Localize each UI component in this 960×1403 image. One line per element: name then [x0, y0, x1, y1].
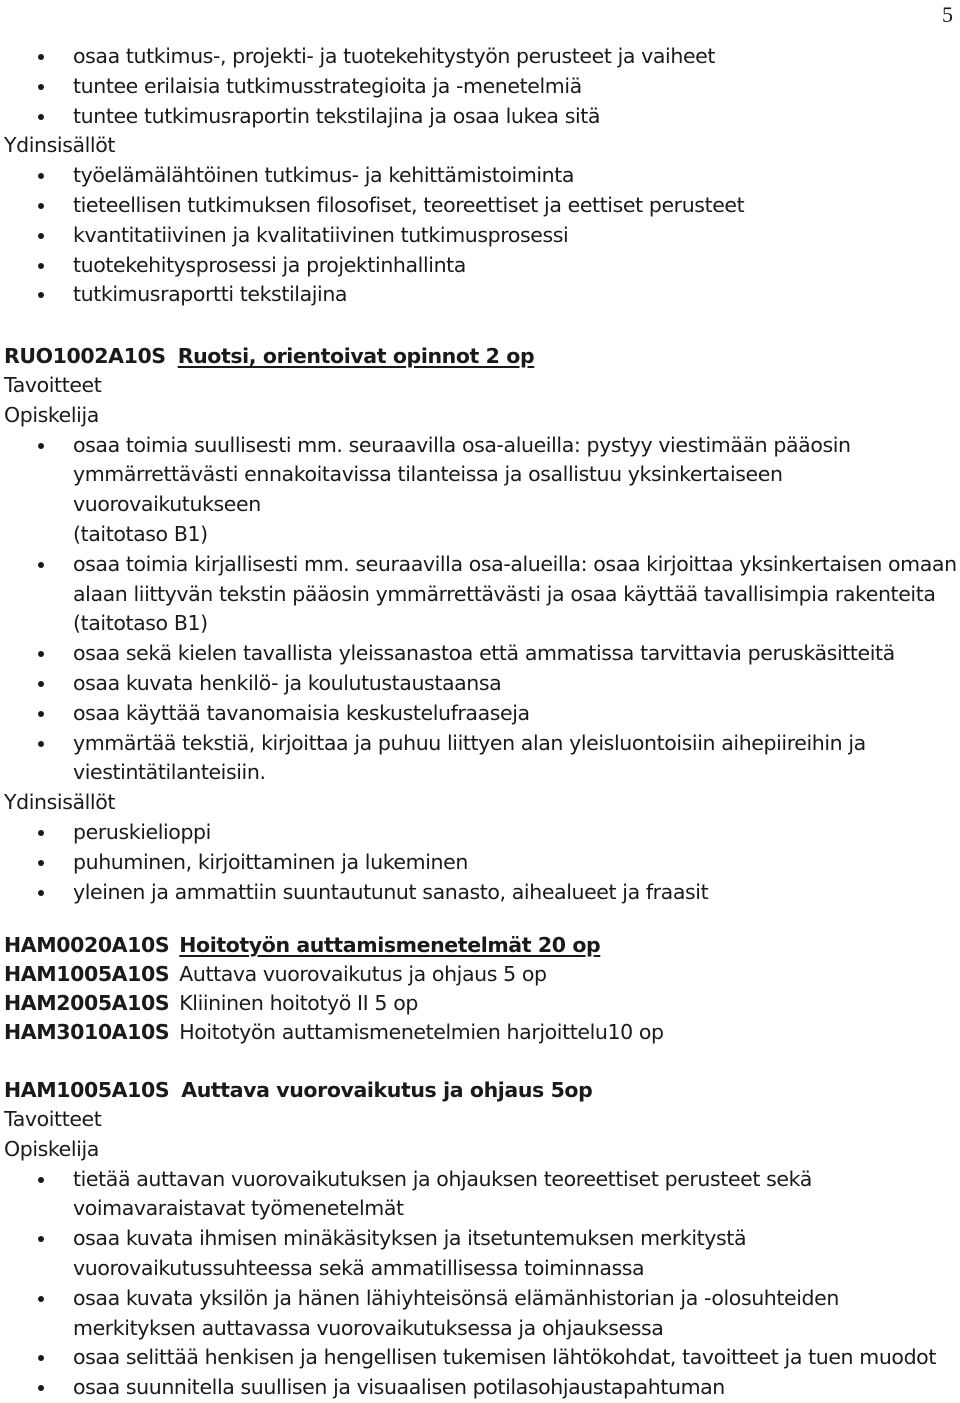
list-item: osaa selittää henkisen ja hengellisen tukemisen lähtökohdat, tavoitteet ja tuen muodot: [4, 1343, 960, 1373]
course-name: Auttava vuorovaikutus ja ohjaus 5op: [181, 1078, 593, 1102]
course-line: [4, 931, 960, 960]
course-name: Kliininen hoitotyö II 5 op: [179, 991, 418, 1015]
course-line: [4, 1018, 960, 1047]
course-group: [4, 931, 960, 1047]
course-ruo-section: [4, 342, 960, 907]
content-heading: Ydinsisällöt: [4, 133, 116, 158]
list-item: tieteellisen tutkimuksen filosofiset, teoreettiset ja eettiset perusteet: [4, 191, 960, 221]
course-code: HAM1005A10S: [4, 1078, 170, 1102]
course-code: HAM0020A10S: [4, 933, 170, 957]
list-item: osaa käyttää tavanomaisia keskustelufraaseja: [4, 699, 960, 729]
list-item: osaa kuvata henkilö- ja koulutustaustaansa: [4, 669, 960, 699]
course-line: [4, 989, 960, 1018]
list-item: osaa toimia suullisesti mm. seuraavilla osa-alueilla: pystyy viestimään pääosin ymmärrettävästi ennakoitavissa tilanteissa ja osallistuu yksinkertaiseen vuorovaikutukseen (taitotaso B1): [4, 431, 960, 550]
list-item: osaa kuvata ihmisen minäkäsityksen ja itsetuntemuksen merkitystä vuorovaikutussuhteessa sekä ammatillisessa toiminnassa: [4, 1224, 960, 1284]
course-code: RUO1002A10S: [4, 344, 166, 368]
content-list: [4, 161, 960, 310]
list-item: osaa toimia kirjallisesti mm. seuraavilla osa-alueilla: osaa kirjoittaa yksinkertaisen omaan alaan liittyvän tekstin pääosin ymmärrettävästi ja osaa käyttää tavallisimpia rakenteita (taitotaso B1): [4, 550, 960, 639]
course-code: HAM2005A10S: [4, 991, 170, 1015]
course-name: Auttava vuorovaikutus ja ohjaus 5 op: [179, 962, 547, 986]
student-label: Opiskelija: [4, 1136, 99, 1161]
goal-list: [4, 1165, 960, 1403]
goal-list: [4, 431, 960, 789]
goals-heading: Tavoitteet: [4, 373, 102, 397]
list-item: peruskielioppi: [4, 818, 960, 848]
page-number: 5: [942, 2, 953, 27]
course-name: Hoitotyön auttamismenetelmien harjoittelu10 op: [179, 1020, 664, 1044]
list-item: tutkimusraportti tekstilajina: [4, 280, 960, 310]
content-heading: Ydinsisällöt: [4, 790, 116, 815]
list-item: tuntee erilaisia tutkimusstrategioita ja -menetelmiä: [4, 72, 960, 102]
course-title: [4, 1076, 960, 1105]
list-item: tuntee tutkimusraportin tekstilajina ja osaa lukea sitä: [4, 102, 960, 132]
list-item: ymmärtää tekstiä, kirjoittaa ja puhuu liittyen alan yleisluontoisiin aihepiireihin ja viestintätilanteisiin.: [4, 729, 960, 789]
list-item: kvantitatiivinen ja kvalitatiivinen tutkimusprosessi: [4, 221, 960, 251]
goal-list: [4, 42, 960, 131]
list-item: osaa kuvata yksilön ja hänen lähiyhteisönsä elämänhistorian ja -olosuhteiden merkityksen auttavassa vuorovaikutuksessa ja ohjauksessa: [4, 1284, 960, 1344]
course-code: HAM1005A10S: [4, 962, 170, 986]
course-title: [4, 342, 960, 371]
list-item: osaa tutkimus-, projekti- ja tuotekehitystyön perusteet ja vaiheet: [4, 42, 960, 72]
list-item: tuotekehitysprosessi ja projektinhallinta: [4, 251, 960, 281]
content-list: [4, 818, 960, 907]
student-label: Opiskelija: [4, 402, 99, 427]
list-item: tietää auttavan vuorovaikutuksen ja ohjauksen teoreettiset perusteet sekä voimavaraistavat työmenetelmät: [4, 1165, 960, 1225]
course-name: Hoitotyön auttamismenetelmät 20 op: [179, 933, 601, 957]
list-item: puhuminen, kirjoittaminen ja lukeminen: [4, 848, 960, 878]
goals-heading: Tavoitteet: [4, 1107, 102, 1131]
list-item: yleinen ja ammattiin suuntautunut sanasto, aihealueet ja fraasit: [4, 878, 960, 908]
course-ham-section: [4, 1076, 960, 1403]
list-item: osaa suunnitella suullisen ja visuaalisen potilasohjaustapahtuman: [4, 1373, 960, 1403]
course-name: Ruotsi, orientoivat opinnot 2 op: [177, 344, 535, 368]
list-item: työelämälähtöinen tutkimus- ja kehittämistoiminta: [4, 161, 960, 191]
list-item: osaa sekä kielen tavallista yleissanastoa että ammatissa tarvittavia peruskäsitteitä: [4, 639, 960, 669]
course-code: HAM3010A10S: [4, 1020, 170, 1044]
section-research-topics: [4, 42, 960, 310]
course-line: [4, 960, 960, 989]
